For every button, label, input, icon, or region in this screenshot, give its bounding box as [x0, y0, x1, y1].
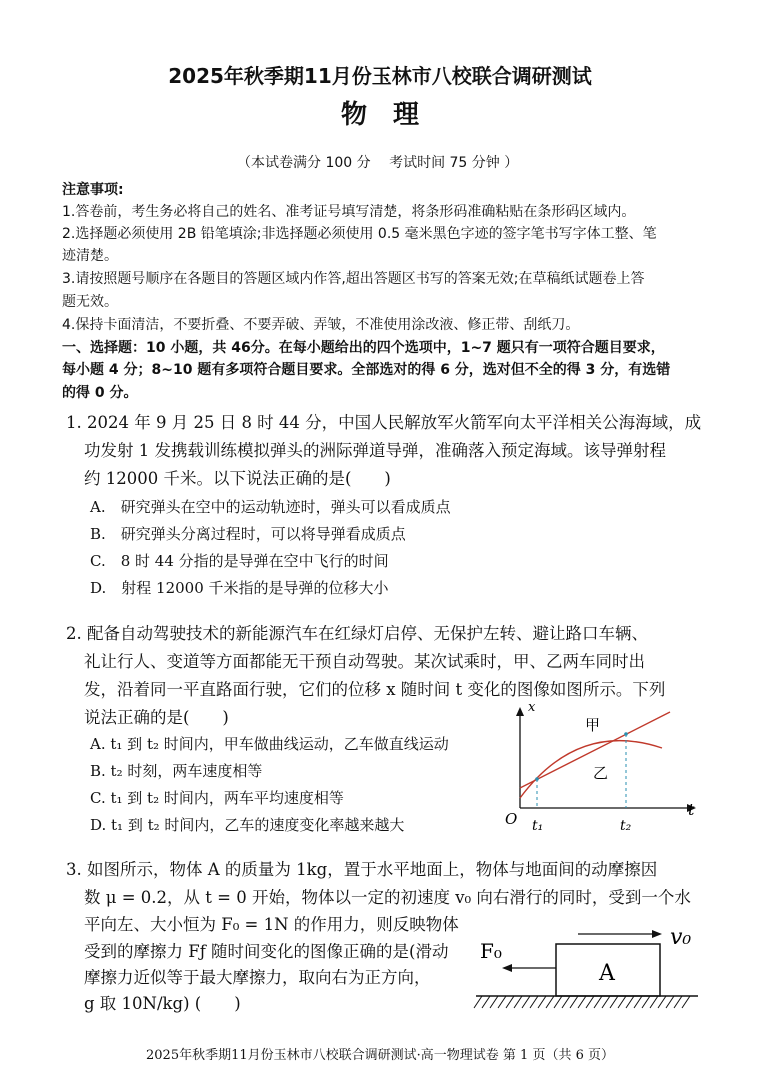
subject-title: 物 理	[340, 100, 419, 130]
velocity-label: v₀	[670, 925, 692, 950]
q2-stem: 礼让行人、变道等方面都能无干预自动驾驶。某次试乘时，甲、乙两车同时出	[84, 652, 645, 671]
hatch-mark	[474, 996, 482, 1008]
q2-stem: 2. 配备自动驾驶技术的新能源汽车在红绿灯启停、无保护左转、避让路口车辆、	[66, 624, 648, 643]
exam-title: 2025年秋季期11月份玉林市八校联合调研测试	[168, 64, 592, 88]
q2-option-b: B. t₂ 时刻，两车速度相等	[90, 762, 263, 780]
q2-option-c: C. t₁ 到 t₂ 时间内，两车平均速度相等	[90, 789, 344, 807]
hatch-mark	[626, 996, 634, 1008]
hatch-mark	[522, 996, 530, 1008]
label-yi: 乙	[593, 764, 609, 782]
hatch-mark	[586, 996, 594, 1008]
q1-stem: 功发射 1 发携载训练模拟弹头的洲际弹道导弹，准确落入预定海域。该导弹射程	[84, 441, 666, 460]
notice-line: 2.选择题必须使用 2B 铅笔填涂;非选择题必须使用 0.5 毫米黑色字迹的签字笔书写字体工整、笔	[62, 226, 657, 242]
notice-line: 1.答卷前，考生务必将自己的姓名、准考证号填写清楚，将条形码准确粘贴在条形码区域内。	[62, 204, 636, 220]
hatch-mark	[618, 996, 626, 1008]
q1-option-c: C. 8 时 44 分指的是导弹在空中飞行的时间	[90, 552, 389, 570]
hatch-mark	[530, 996, 538, 1008]
q1-option-b: B. 研究弹头分离过程时，可以将导弹看成质点	[90, 525, 406, 543]
q2-xt-graph	[498, 698, 703, 840]
hatch-mark	[634, 996, 642, 1008]
hatch-mark	[642, 996, 650, 1008]
x-axis-arrow-icon	[516, 707, 524, 716]
exam-info: （本试卷满分 100 分 考试时间 75 分钟 ）	[237, 155, 519, 171]
ground-hatching	[474, 996, 690, 1008]
force-arrow-icon	[502, 964, 512, 972]
hatch-mark	[650, 996, 658, 1008]
notice-line: 3.请按照题号顺序在各题目的答题区域内作答,超出答题区书写的答案无效;在草稿纸试题卷上答	[62, 271, 645, 287]
section-instruction: 一、选择题：10 小题，共 46分。在每小题给出的四个选项中，1~7 题只有一项符合题目要求，	[62, 340, 665, 356]
q1-stem: 约 12000 千米。以下说法正确的是( )	[84, 469, 391, 488]
hatch-mark	[538, 996, 546, 1008]
hatch-mark	[658, 996, 666, 1008]
hatch-mark	[682, 996, 690, 1008]
label-jia: 甲	[585, 716, 601, 734]
hatch-mark	[554, 996, 562, 1008]
force-label: F₀	[480, 939, 502, 963]
q3-stem: g 取 10N/kg) ( )	[84, 994, 241, 1013]
hatch-mark	[570, 996, 578, 1008]
x-axis-label: x	[528, 700, 536, 715]
hatch-mark	[506, 996, 514, 1008]
hatch-mark	[602, 996, 610, 1008]
q3-stem: 平向左、大小恒为 F₀ = 1N 的作用力，则反映物体	[84, 915, 459, 934]
hatch-mark	[666, 996, 674, 1008]
section-instruction: 的得 0 分。	[62, 385, 138, 401]
t2-label: t₂	[620, 818, 632, 834]
q3-stem: 摩擦力近似等于最大摩擦力，取向右为正方向，	[84, 968, 431, 987]
curve-jia	[520, 741, 662, 798]
hatch-mark	[482, 996, 490, 1008]
hatch-mark	[514, 996, 522, 1008]
q3-stem: 受到的摩擦力 Fƒ 随时间变化的图像正确的是(滑动	[84, 942, 449, 961]
q2-option-a: A. t₁ 到 t₂ 时间内，甲车做曲线运动，乙车做直线运动	[90, 735, 449, 753]
hatch-mark	[546, 996, 554, 1008]
q2-stem: 发，沿着同一平直路面行驶，它们的位移 x 随时间 t 变化的图像如图所示。下列	[84, 680, 666, 699]
velocity-arrow-icon	[652, 930, 662, 938]
q2-option-d: D. t₁ 到 t₂ 时间内，乙车的速度变化率越来越大	[90, 816, 405, 834]
q3-stem: 数 μ = 0.2，从 t = 0 开始，物体以一定的初速度 v₀ 向右滑行的同时，受到一个水	[84, 888, 691, 907]
q3-stem: 3. 如图所示，物体 A 的质量为 1kg，置于水平地面上，物体与地面间的动摩擦因	[66, 860, 658, 879]
hatch-mark	[562, 996, 570, 1008]
notice-heading: 注意事项:	[62, 182, 124, 198]
notice-line: 4.保持卡面清洁，不要折叠、不要弄破、弄皱，不准使用涂改液、修正带、刮纸刀。	[62, 317, 580, 333]
hatch-mark	[498, 996, 506, 1008]
q3-block-figure	[470, 918, 710, 1016]
hatch-mark	[674, 996, 682, 1008]
q1-stem: 1. 2024 年 9 月 25 日 8 时 44 分，中国人民解放军火箭军向太平洋相关公海海域，成	[66, 413, 702, 432]
q2-stem: 说法正确的是( )	[84, 708, 229, 727]
hatch-mark	[610, 996, 618, 1008]
notice-line: 题无效。	[62, 294, 118, 310]
q1-option-a: A. 研究弹头在空中的运动轨迹时，弹头可以看成质点	[90, 498, 451, 516]
block-label: A	[599, 961, 615, 986]
t-axis-label: t	[688, 800, 695, 819]
hatch-mark	[578, 996, 586, 1008]
section-instruction: 每小题 4 分；8~10 题有多项符合题目要求。全部选对的得 6 分，选对但不全的得 3 分，有选错	[62, 362, 671, 378]
q1-option-d: D. 射程 12000 千米指的是导弹的位移大小	[90, 579, 389, 597]
origin-label: O	[505, 810, 518, 828]
t1-label: t₁	[532, 818, 544, 834]
intersection-point	[624, 732, 628, 736]
notice-line: 迹清楚。	[62, 248, 118, 264]
intersection-point	[535, 777, 539, 781]
hatch-mark	[490, 996, 498, 1008]
page-footer: 2025年秋季期11月份玉林市八校联合调研测试·高一物理试卷 第 1 页（共 6 页）	[146, 1048, 614, 1063]
hatch-mark	[594, 996, 602, 1008]
